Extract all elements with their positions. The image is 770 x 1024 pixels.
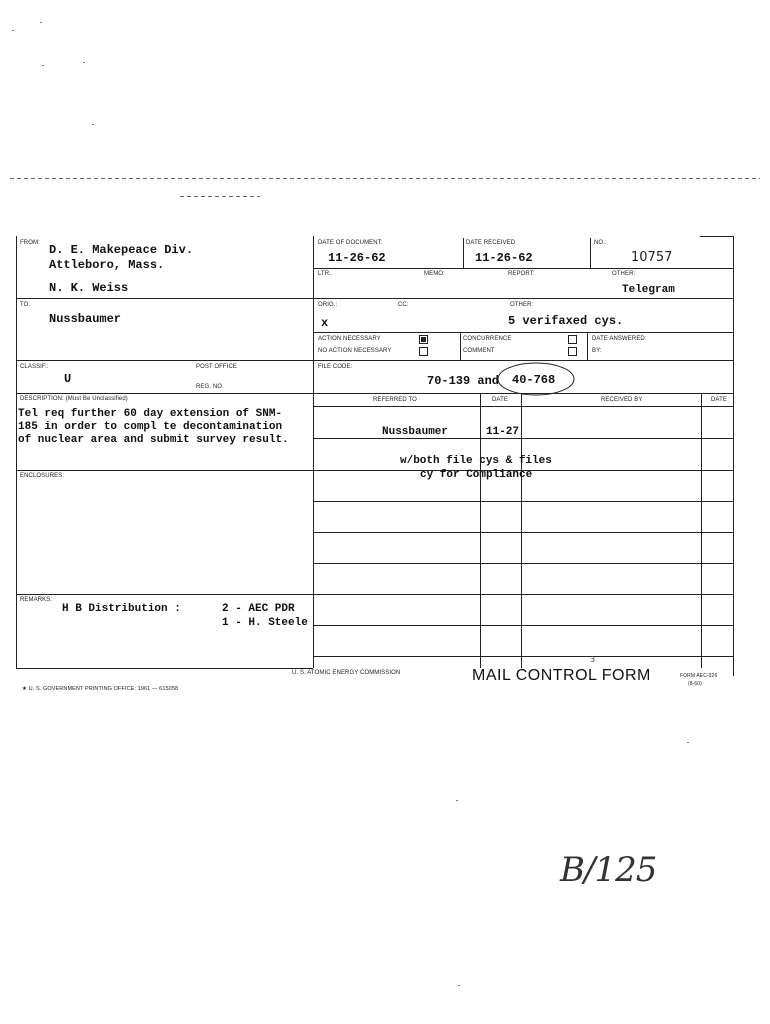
action-necessary-checkbox[interactable] <box>419 335 428 344</box>
report-label: REPORT: <box>508 271 535 277</box>
referred-to-header: REFERRED TO <box>373 397 417 403</box>
gpo-imprint: ★ U. S. GOVERNMENT PRINTING OFFICE: 1961 — 615058 <box>22 686 179 692</box>
comment-checkbox[interactable] <box>568 347 577 356</box>
from-line1: D. E. Makepeace Div. <box>49 243 194 257</box>
date-of-document-label: DATE OF DOCUMENT: <box>318 240 383 246</box>
file-code-value-a: 70-139 and <box>427 374 500 388</box>
to-name: Nussbaumer <box>49 312 122 326</box>
handwritten-page-number: B/125 <box>560 850 657 890</box>
reg-no-label: REG. NO. <box>196 384 224 390</box>
date-answered-label: DATE ANSWERED: <box>592 336 647 342</box>
routing-row1-date: 11-27 <box>486 426 520 438</box>
form-title: MAIL CONTROL FORM <box>472 667 651 684</box>
to-label: TO: <box>20 302 31 308</box>
ltr-label: LTR. <box>318 271 331 277</box>
description-line1: Tel req further 60 day extension of SNM- <box>18 408 283 420</box>
tear-line-fragment <box>180 196 260 197</box>
file-code-label: FILE CODE: <box>318 364 353 370</box>
description-line2: 185 in order to compl te decontamination <box>18 421 283 433</box>
tear-line <box>10 178 760 179</box>
remarks-line1: H B Distribution : <box>62 603 181 615</box>
number-value: 10757 <box>631 250 673 265</box>
circle-annotation <box>496 358 582 402</box>
copies-other-label: OTHER: <box>510 302 534 308</box>
routing-note1: w/both file cys & files <box>400 455 552 467</box>
file-code-value-b: 40-768 <box>512 373 556 387</box>
by-label: BY: <box>592 348 602 354</box>
orig-value: x <box>321 316 329 330</box>
copies-other-value: 5 verifaxed cys. <box>508 314 624 328</box>
cc-label: CC: <box>398 302 409 308</box>
description-label: DESCRIPTION: (Must Be Unclassified) <box>20 396 128 402</box>
scan-speck <box>42 65 44 66</box>
comment-label: COMMENT <box>463 348 495 354</box>
number-label: NO.: <box>594 240 607 246</box>
date-received-value: 11-26-62 <box>475 251 533 265</box>
small-mark: 3 <box>590 655 596 664</box>
scan-speck <box>12 30 14 31</box>
agency-label: U. S. ATOMIC ENERGY COMMISSION <box>292 670 401 676</box>
received-by-header: RECEIVED BY <box>601 397 643 403</box>
memo-label: MEMO: <box>424 271 445 277</box>
concurrence-checkbox[interactable] <box>568 335 577 344</box>
remarks-label: REMARKS: <box>20 597 53 603</box>
classif-value: U <box>64 372 72 386</box>
scan-speck <box>40 22 42 23</box>
date-of-document-value: 11-26-62 <box>328 251 386 265</box>
remarks-line2: 1 - H. Steele <box>222 617 308 629</box>
from-line2: Attleboro, Mass. <box>49 258 165 272</box>
form-number: FORM AEC-326 <box>680 673 718 679</box>
description-line3: of nuclear area and submit survey result. <box>18 434 289 446</box>
date-received-label: DATE RECEIVED <box>466 240 516 246</box>
scan-speck <box>687 742 689 743</box>
remarks-line1b: 2 - AEC PDR <box>222 603 295 615</box>
form-revision: (8-60) <box>688 681 702 687</box>
routing-note2: cy for Compliance <box>420 469 533 481</box>
scan-speck <box>456 800 458 801</box>
other-type-label: OTHER: <box>612 271 636 277</box>
from-line3: N. K. Weiss <box>49 281 129 295</box>
scan-speck <box>83 62 85 63</box>
date2-header: DATE <box>711 397 727 403</box>
concurrence-label: CONCURRENCE <box>463 336 512 342</box>
action-necessary-label: ACTION NECESSARY <box>318 336 381 342</box>
routing-row1-to: Nussbaumer <box>382 426 449 438</box>
no-action-necessary-label: NO ACTION NECESSARY <box>318 348 392 354</box>
scan-speck <box>92 124 94 125</box>
enclosures-label: ENCLOSURES: <box>20 473 65 479</box>
post-office-label: POST OFFICE <box>196 364 237 370</box>
date-header: DATE <box>492 397 508 403</box>
classif-label: CLASSIF.: <box>20 364 49 370</box>
other-type-value: Telegram <box>622 284 675 296</box>
orig-label: ORIG.: <box>318 302 338 308</box>
scan-speck <box>458 985 460 986</box>
no-action-necessary-checkbox[interactable] <box>419 347 428 356</box>
from-label: FROM: <box>20 240 40 246</box>
